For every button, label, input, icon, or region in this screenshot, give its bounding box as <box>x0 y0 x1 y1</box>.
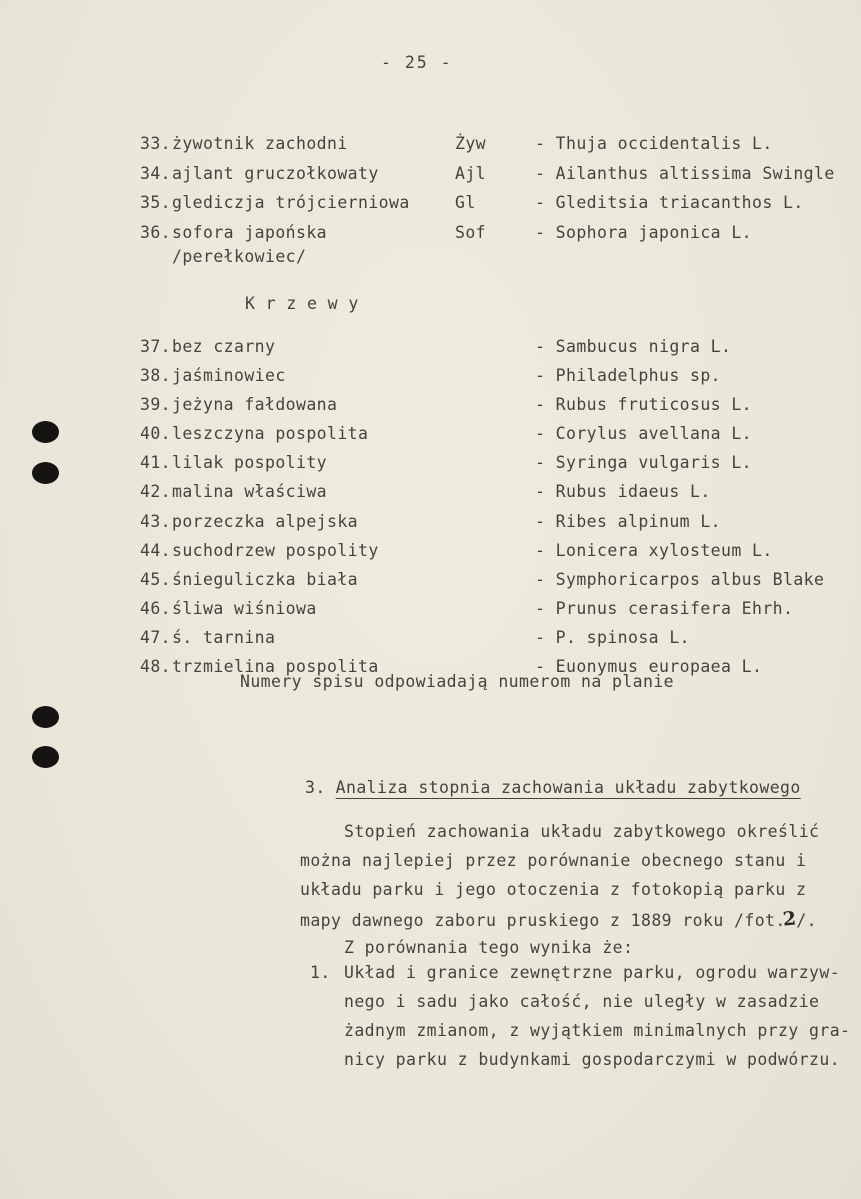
species-number: 43. <box>140 511 172 531</box>
species-name-pl: ajlant gruczołkowaty <box>172 163 379 183</box>
item-line: nicy parku z budynkami gospodarczymi w podwórzu. <box>344 1050 841 1069</box>
species-name-latin: - Ribes alpinum L. <box>535 511 722 531</box>
species-name-latin: - Lonicera xylosteum L. <box>535 540 773 560</box>
species-abbr: Żyw <box>455 134 487 153</box>
species-name-latin: - Philadelphus sp. <box>535 366 722 386</box>
species-abbr: Sof <box>455 222 487 242</box>
section-title: Analiza stopnia zachowania układu zabytkowego <box>335 778 801 797</box>
species-number: 39. <box>140 395 172 415</box>
paragraph-text: mapy dawnego zaboru pruskiego z 1889 roku /fot. <box>300 911 786 930</box>
item-line <box>310 963 841 994</box>
species-name-latin: - Rubus idaeus L. <box>535 482 711 502</box>
species-name-latin: - Rubus fruticosus L. <box>535 395 753 415</box>
species-name-pl: ś. tarnina <box>172 627 276 647</box>
shrub-row <box>140 426 800 455</box>
shrub-list <box>140 337 825 688</box>
shrub-row <box>140 627 800 659</box>
species-name-latin: - Syringa vulgaris L. <box>535 453 753 473</box>
species-number: 40. <box>140 424 172 444</box>
punch-hole <box>32 746 59 768</box>
species-abbr: Ajl <box>455 163 487 183</box>
species-name-pl: porzeczka alpejska <box>172 511 359 531</box>
handwritten-photo-number: 2 <box>781 907 798 931</box>
item-line: żadnym zmianom, z wyjątkiem minimalnych przy gra- <box>344 1021 851 1040</box>
species-name-latin: - Sambucus nigra L. <box>535 337 732 356</box>
punch-hole <box>32 421 59 443</box>
punch-hole <box>32 706 59 728</box>
species-number: 33. <box>140 134 172 153</box>
item-line: nego i sadu jako całość, nie uległy w zasadzie <box>344 992 820 1011</box>
species-name-latin: - Sophora japonica L. <box>535 222 753 242</box>
tree-row <box>140 163 835 196</box>
shrub-row <box>140 397 800 426</box>
species-name-latin: - Gleditsia triacanthos L. <box>535 193 804 212</box>
paragraph-text: /. <box>796 911 817 930</box>
species-name-pl: leszczyna pospolita <box>172 424 369 444</box>
paragraph-line <box>300 907 820 940</box>
species-name-pl: śliwa wiśniowa <box>172 598 317 618</box>
species-number: 47. <box>140 627 172 647</box>
punch-hole <box>32 462 59 484</box>
paragraph-line: Z porównania tego wynika że: <box>344 938 634 957</box>
species-name-pl: żywotnik zachodni <box>172 134 348 153</box>
species-name-pl: trzmielina pospolita <box>172 657 379 677</box>
shrub-row <box>140 540 800 572</box>
section-heading <box>305 780 801 797</box>
shrub-row <box>140 455 800 484</box>
species-number: 48. <box>140 657 172 677</box>
species-number: 41. <box>140 453 172 473</box>
species-name-latin: - Symphoricarpos albus Blake <box>535 569 825 589</box>
shrubs-heading: K r z e w y <box>245 294 359 313</box>
tree-row <box>140 193 804 225</box>
species-number: 37. <box>140 337 172 356</box>
plan-note: Numery spisu odpowiadają numerom na planie <box>240 672 675 691</box>
shrub-row <box>140 368 800 397</box>
species-name-latin: - P. spinosa L. <box>535 627 691 647</box>
species-name-pl: jeżyna fałdowana <box>172 395 338 415</box>
species-note: /perełkowiec/ <box>172 247 307 266</box>
numbered-item <box>310 963 851 1081</box>
species-name-pl: jaśminowiec <box>172 366 286 386</box>
shrub-row <box>140 339 800 368</box>
species-name-latin: - Thuja occidentalis L. <box>535 134 773 153</box>
species-name-latin: - Euonymus europaea L. <box>535 657 763 677</box>
species-name-pl: bez czarny <box>172 337 276 356</box>
page-number: - 25 - <box>381 53 453 72</box>
species-name-latin: - Ailanthus altissima Swingle <box>535 163 835 183</box>
paragraph-line: Stopień zachowania układu zabytkowego określić <box>344 822 820 841</box>
section-paragraph <box>300 824 820 969</box>
section-number: 3. <box>305 778 326 797</box>
species-name-pl: lilak pospolity <box>172 453 328 473</box>
shrub-row <box>140 511 800 543</box>
tree-list <box>140 134 835 273</box>
species-abbr: Gl <box>455 193 476 212</box>
species-name-pl: glediczja trójcierniowa <box>172 193 410 212</box>
species-number: 44. <box>140 540 172 560</box>
paragraph-line: układu parku i jego otoczenia z fotokopią parku z <box>300 880 807 899</box>
paragraph-line: można najlepiej przez porównanie obecnego stanu i <box>300 851 807 870</box>
species-number: 35. <box>140 193 172 212</box>
item-number: 1. <box>310 963 331 982</box>
species-number: 46. <box>140 598 172 618</box>
species-number: 45. <box>140 569 172 589</box>
species-name-pl: sofora japońska <box>172 222 328 242</box>
species-name-pl: suchodrzew pospolity <box>172 540 379 560</box>
species-number: 38. <box>140 366 172 386</box>
shrub-row <box>140 598 800 630</box>
shrub-row <box>140 569 825 601</box>
species-name-latin: - Corylus avellana L. <box>535 424 753 444</box>
shrub-row <box>140 484 800 513</box>
species-name-latin: - Prunus cerasifera Ehrh. <box>535 598 794 618</box>
species-number: 36. <box>140 222 172 242</box>
species-number: 34. <box>140 163 172 183</box>
species-name-pl: śnieguliczka biała <box>172 569 359 589</box>
species-name-pl: malina właściwa <box>172 482 328 502</box>
species-number: 42. <box>140 482 172 502</box>
item-text: Układ i granice zewnętrzne parku, ogrodu warzyw- <box>344 963 841 982</box>
tree-row <box>140 136 780 166</box>
